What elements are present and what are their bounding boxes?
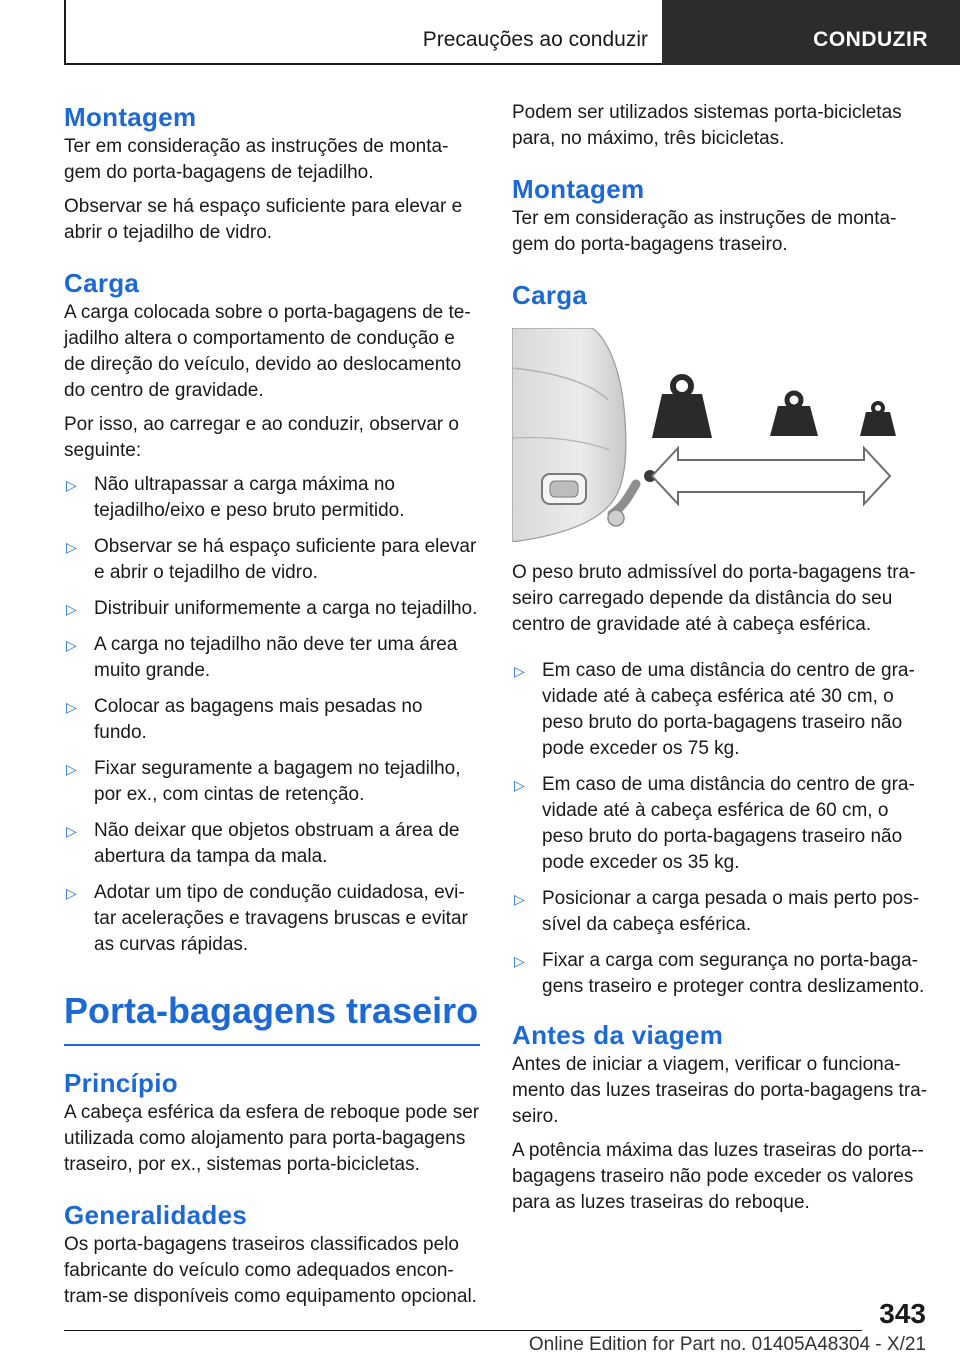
heading-principio: Princípio [64, 1068, 178, 1098]
list-item: ▷ Fixar a carga com segurança no porta-baga-gens traseiro e proteger contra deslizamento. [514, 950, 925, 997]
triangle-bullet-icon: ▷ [66, 885, 77, 901]
paragraph: Ter em consideração as instruções de monta-gem do porta-bagagens traseiro. [512, 208, 897, 255]
footer-rule [64, 1330, 862, 1331]
heading-carga-tejadilho: Carga [64, 268, 140, 298]
left-column [64, 100, 480, 1310]
list-item: ▷ Adotar um tipo de condução cuidadosa, evi-tar acelerações e travagens bruscas e evitar as curvas rápidas. [66, 882, 468, 955]
paragraph: Podem ser utilizados sistemas porta-bicicletas para, no máximo, três bicicletas. [512, 102, 902, 149]
header-divider-vertical [64, 0, 66, 65]
footer-edition-text: Online Edition for Part no. 01405A48304 - X/21 [528, 1334, 926, 1355]
header-chapter-tab[interactable] [662, 0, 960, 65]
paragraph: Antes de iniciar a viagem, verificar o funciona-mento das luzes traseiras do porta-bagagens tra-seiro. [512, 1054, 928, 1127]
carga-traseiro-list [512, 658, 928, 1000]
list-item: ▷ Em caso de uma distância do centro de gra-vidade até à cabeça esférica até 30 cm, o peso bruto do porta-bagagens traseiro não pode exceder os 75 kg. [514, 660, 915, 759]
heading-montagem-traseiro: Montagem [512, 174, 645, 204]
paragraph: Ter em consideração as instruções de monta-gem do porta-bagagens de tejadilho. [64, 136, 449, 183]
list-item: ▷ Fixar seguramente a bagagem no tejadilho, por ex., com cintas de retenção. [66, 758, 461, 805]
page-number: 343 [879, 1298, 926, 1329]
carga-list [64, 472, 480, 958]
heading-antes-da-viagem: Antes da viagem [512, 1020, 724, 1050]
list-item: ▷ Em caso de uma distância do centro de gra-vidade até à cabeça esférica de 60 cm, o peso bruto do porta-bagagens traseiro não pode exceder os 35 kg. [514, 774, 915, 873]
list-item: ▷ Posicionar a carga pesada o mais perto pos-sível da cabeça esférica. [514, 888, 920, 935]
heading-generalidades: Generalidades [64, 1200, 248, 1230]
paragraph: A potência máxima das luzes traseiras do porta--bagagens traseiro não pode exceder os valores para as luzes traseiras do reboque. [512, 1140, 924, 1213]
triangle-bullet-icon: ▷ [514, 891, 525, 907]
triangle-bullet-icon: ▷ [66, 823, 77, 839]
right-column [512, 100, 928, 1216]
triangle-bullet-icon: ▷ [514, 953, 525, 969]
paragraph: Por isso, ao carregar e ao conduzir, observar o seguinte: [64, 414, 459, 461]
triangle-bullet-icon: ▷ [66, 761, 77, 777]
list-item: ▷ A carga no tejadilho não deve ter uma área muito grande. [66, 634, 458, 681]
paragraph: A cabeça esférica da esfera de reboque pode ser utilizada como alojamento para porta-bagagens traseiro, por ex., sistemas porta-bicicletas. [64, 1102, 480, 1175]
heading-porta-bagagens-traseiro: Porta-bagagens traseiro [64, 988, 480, 1046]
header-section-title: Precauções ao conduzir [422, 28, 648, 51]
triangle-bullet-icon: ▷ [514, 663, 525, 679]
triangle-bullet-icon: ▷ [514, 777, 525, 793]
list-item: ▷ Não deixar que objetos obstruam a área de abertura da tampa da mala. [66, 820, 460, 867]
triangle-bullet-icon: ▷ [66, 601, 77, 617]
triangle-bullet-icon: ▷ [66, 539, 77, 555]
list-item: ▷ Distribuir uniformemente a carga no tejadilho. [64, 596, 480, 622]
paragraph: O peso bruto admissível do porta-bagagens tra-seiro carregado depende da distância do seu centro de gravidade até à cabeça esférica. [512, 562, 916, 635]
list-item: ▷ Colocar as bagagens mais pesadas no fundo. [66, 696, 423, 743]
list-item: ▷ Observar se há espaço suficiente para elevar e abrir o tejadilho de vidro. [66, 536, 477, 583]
triangle-bullet-icon: ▷ [66, 637, 77, 653]
triangle-bullet-icon: ▷ [66, 477, 77, 493]
list-item: ▷ Não ultrapassar a carga máxima no tejadilho/eixo e peso bruto permitido. [66, 474, 405, 521]
paragraph: Os porta-bagagens traseiros classificados pelo fabricante do veículo como adequados encon-tram-se disponíveis como equipamento opcional. [64, 1234, 477, 1307]
paragraph: Observar se há espaço suficiente para elevar e abrir o tejadilho de vidro. [64, 196, 463, 243]
paragraph: A carga colocada sobre o porta-bagagens de te-jadilho altera o comportamento de condução e de direção do veículo, devido ao deslocamento do centro de gravidade. [64, 302, 471, 401]
heading-carga-traseiro: Carga [512, 280, 588, 310]
triangle-bullet-icon: ▷ [66, 699, 77, 715]
towbar-weight-distribution-illustration [512, 328, 928, 542]
header-chapter-label: CONDUZIR [813, 28, 928, 51]
heading-montagem-tejadilho: Montagem [64, 102, 197, 132]
